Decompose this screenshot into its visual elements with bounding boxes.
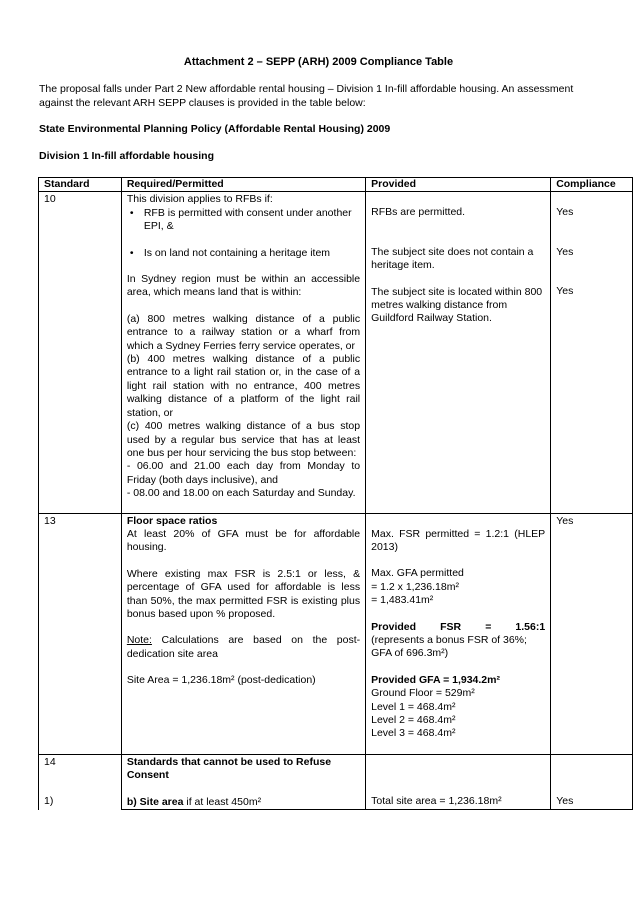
- row10-comp-1: Yes: [556, 206, 574, 219]
- row10-bullet-2: • Is on land not containing a heritage item: [142, 247, 360, 260]
- row13-compliance: Yes: [551, 513, 633, 754]
- row10-required: [121, 192, 365, 513]
- row10-prov-2: The subject site does not contain a heritage item.: [371, 245, 534, 272]
- row13-prov-gfa2: = 1.2 x 1,236.18m²: [371, 580, 459, 593]
- row10-standard: 10: [39, 192, 122, 513]
- row13-req-site: Site Area = 1,236.18m² (post-dedication): [126, 674, 316, 687]
- row10-req-p1: In Sydney region must be within an accessible area, which means land that is within:: [126, 273, 361, 299]
- row13-req-note: [127, 634, 360, 661]
- row10-bullets: [127, 207, 360, 234]
- header-standard: Standard: [39, 178, 122, 192]
- row10-req-b: (b) 400 metres walking distance of a public entrance to a light rail station or, in the case of a light rail station with no entrance, 400 metres walking distance of a platform of the light rail station, or: [126, 353, 361, 419]
- row14-1-comp: Yes: [556, 794, 574, 807]
- row10-req-intro: This division applies to RFBs if:: [126, 193, 273, 206]
- header-required: Required/Permitted: [121, 178, 365, 192]
- row13-prov-fsr: Max. FSR permitted = 1.2:1 (HLEP 2013): [371, 527, 546, 553]
- row10-comp-3: Yes: [556, 285, 574, 298]
- row13-prov-pgfa: Provided GFA = 1,934.2m²: [371, 673, 500, 686]
- row10-comp-2: Yes: [556, 245, 574, 258]
- header-compliance: Compliance: [551, 178, 633, 192]
- division-heading: Division 1 In-fill affordable housing: [39, 150, 215, 162]
- row13-req-title: Floor space ratios: [126, 514, 218, 527]
- intro-paragraph: The proposal falls under Part 2 New affordable rental housing – Division 1 In-fill affordable housing. An assessment against the relevant ARH SEPP clauses is provided in the table below:: [39, 83, 574, 109]
- row14-1-req: [127, 796, 360, 809]
- row14-standard-num: 14: [44, 755, 56, 768]
- row13-prov-l3: Level 3 = 468.4m²: [371, 727, 456, 740]
- row14-provided: [366, 754, 551, 809]
- row14-req-title: Standards that cannot be used to Refuse Consent: [126, 755, 332, 782]
- row10-bullet-1: • RFB is permitted with consent under another EPI, &: [142, 207, 360, 234]
- policy-heading: State Environmental Planning Policy (Affordable Rental Housing) 2009: [39, 123, 391, 135]
- row10-prov-1: RFBs are permitted.: [371, 206, 466, 219]
- row14-1-standard: 1): [44, 795, 54, 808]
- row10-prov-3: The subject site is located within 800 metres walking distance from Guildford Railway Station.: [371, 285, 543, 325]
- table-row: [39, 754, 633, 809]
- row13-standard: 13: [39, 513, 122, 754]
- row10-compliance: [551, 192, 633, 513]
- row14-required: [121, 754, 365, 809]
- row13-prov-l1: Level 1 = 468.4m²: [371, 700, 456, 713]
- note-text: Calculations are based on the post-dedication site area: [126, 634, 361, 660]
- row13-prov-fsr-label: Provided FSR = 1.56:1: [371, 620, 546, 633]
- site-area-label: b) Site area: [126, 795, 184, 808]
- row10-req-c: (c) 400 metres walking distance of a bus stop used by a regular bus service that has at least one bus per hour servicing the bus stop between:: [126, 420, 361, 459]
- row13-req-p2: Where existing max FSR is 2.5:1 or less, & percentage of GFA used for affordable is less than 50%, the max permitted FSR is existing plus bonus based upon % proposed.: [126, 567, 361, 620]
- page-title: Attachment 2 – SEPP (ARH) 2009 Compliance Table: [183, 56, 454, 68]
- site-area-text: if at least 450m²: [183, 795, 262, 808]
- header-provided: Provided: [366, 178, 551, 192]
- row14-1-prov: Total site area = 1,236.18m²: [371, 794, 502, 807]
- table-row: [39, 192, 633, 513]
- row13-prov-gfa1: Max. GFA permitted: [371, 567, 464, 580]
- row10-req-d2: - 08.00 and 18.00 on each Saturday and Sunday.: [126, 487, 356, 500]
- row10-provided: [366, 192, 551, 513]
- row13-prov-l2: Level 2 = 468.4m²: [371, 714, 456, 726]
- row13-prov-fsr-note: (represents a bonus FSR of 36%; GFA of 696.3m²): [371, 633, 527, 660]
- row13-prov-gfa3: = 1,483.41m²: [371, 594, 434, 607]
- row14-standard: [39, 754, 122, 809]
- row10-req-a: (a) 800 metres walking distance of a public entrance to a railway station or a wharf from which a Sydney Ferries ferry service operates, or: [126, 312, 361, 352]
- row10-bullets-2: [127, 247, 360, 260]
- row13-req-p1: At least 20% of GFA must be for affordable housing.: [126, 527, 361, 554]
- table-header-row: [39, 178, 633, 192]
- row13-required: [121, 513, 365, 754]
- row13-prov-ground: Ground Floor = 529m²: [371, 687, 475, 700]
- note-label: Note:: [126, 634, 152, 647]
- row13-provided: [366, 513, 551, 754]
- table-row: [39, 513, 633, 754]
- row14-compliance: [551, 754, 633, 809]
- compliance-table: [38, 177, 633, 810]
- row10-req-d1: - 06.00 and 21.00 each day from Monday to Friday (both days inclusive), and: [126, 460, 361, 486]
